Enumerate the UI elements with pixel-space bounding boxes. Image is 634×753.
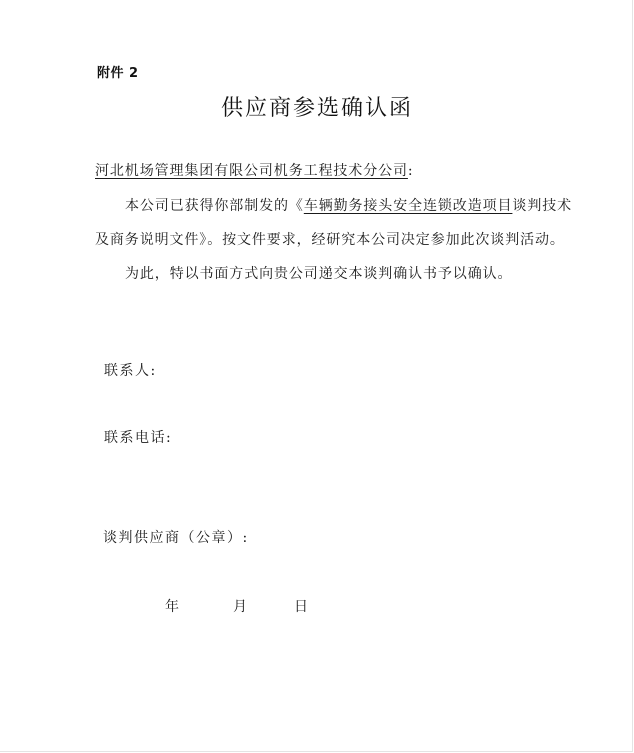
date-year: 年: [165, 599, 179, 615]
paragraph-1-suffix: 谈判技术: [512, 198, 573, 214]
recipient-colon: :: [407, 163, 414, 179]
date-month: 月: [233, 599, 247, 615]
supplier-seal-label: 谈判供应商（公章）:: [103, 530, 249, 546]
paragraph-1-prefix: 本公司已获得你部制发的《: [125, 198, 304, 214]
project-name: 车辆勤务接头安全连锁改造项目: [303, 198, 513, 214]
contact-phone-label: 联系电话:: [104, 430, 173, 446]
attachment-label: 附件 2: [97, 66, 139, 81]
date-day: 日: [294, 599, 308, 615]
page-title: 供应商参选确认函: [220, 96, 413, 121]
recipient-line: [95, 162, 414, 180]
contact-person-label: 联系人:: [104, 363, 157, 379]
paragraph-1-line-2: 及商务说明文件》。按文件要求，经研究本公司决定参加此次谈判活动。: [95, 232, 565, 248]
recipient-name: 河北机场管理集团有限公司机务工程技术分公司: [95, 163, 408, 179]
paragraph-2: 为此，特以书面方式向贵公司递交本谈判确认书予以确认。: [125, 266, 513, 282]
paragraph-1-line-1: [125, 197, 572, 215]
